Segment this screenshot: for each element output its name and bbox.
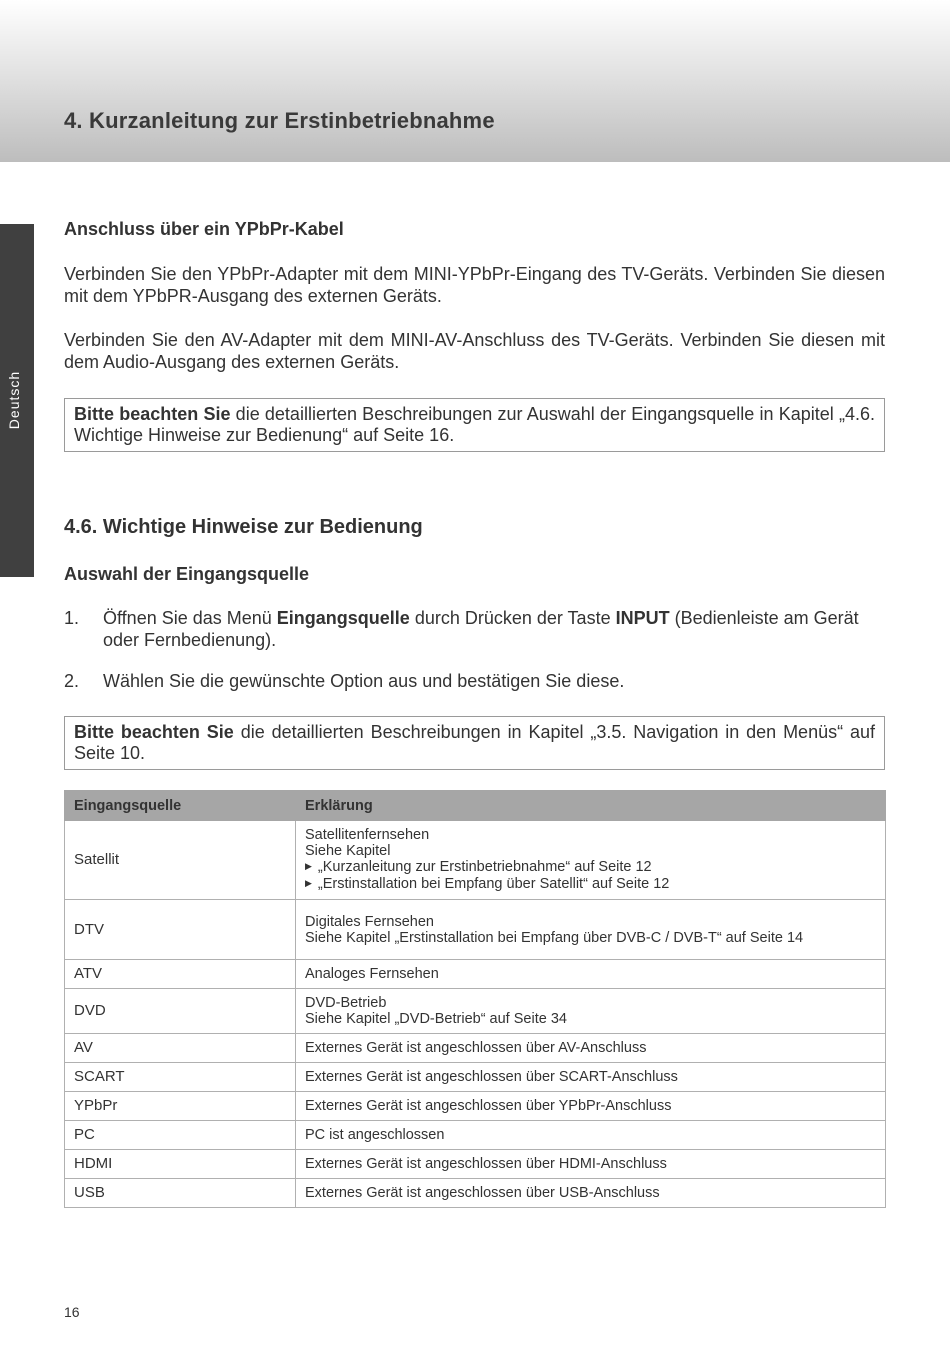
table-cell-explanation: DVD-Betrieb Siehe Kapitel „DVD-Betrieb“ auf Seite 34 bbox=[296, 989, 886, 1034]
table-cell-source: ATV bbox=[65, 960, 296, 989]
note-text: die detaillierten Beschreibungen in Kapitel „3.5. Navigation in den Menüs“ auf Seite 10. bbox=[74, 722, 875, 763]
table-header-row bbox=[65, 791, 886, 821]
table-cell-explanation: Externes Gerät ist angeschlossen über YPbPr-Anschluss bbox=[296, 1092, 886, 1121]
note-box-input-source bbox=[64, 398, 885, 452]
table-cell-source: AV bbox=[65, 1034, 296, 1063]
table-cell-explanation: Externes Gerät ist angeschlossen über HDMI-Anschluss bbox=[296, 1150, 886, 1179]
operation-heading: 4.6. Wichtige Hinweise zur Bedienung bbox=[64, 516, 423, 538]
ypbpr-paragraph: Verbinden Sie den YPbPr-Adapter mit dem MINI-YPbPr-Eingang des TV-Geräts. Verbinden Sie diesen mit dem YPbPR-Ausgang des externen Geräts. bbox=[64, 264, 885, 306]
page-header bbox=[0, 0, 950, 162]
page-number: 16 bbox=[64, 1304, 80, 1320]
table-cell-explanation: Analoges Fernsehen bbox=[296, 960, 886, 989]
table-row bbox=[65, 821, 886, 900]
table-cell-source: DTV bbox=[65, 900, 296, 960]
language-side-tab bbox=[0, 224, 34, 577]
table-cell-source: SCART bbox=[65, 1063, 296, 1092]
table-cell-source: USB bbox=[65, 1179, 296, 1208]
table-cell-source: Satellit bbox=[65, 821, 296, 900]
table-cell-source: PC bbox=[65, 1121, 296, 1150]
note-bold-label: Bitte beachten Sie bbox=[74, 404, 231, 424]
subheading-input-source bbox=[64, 564, 885, 585]
table-cell-source: HDMI bbox=[65, 1150, 296, 1179]
note-bold-label: Bitte beachten Sie bbox=[74, 722, 234, 742]
list-number: 1. bbox=[64, 608, 80, 628]
page-title: 4. Kurzanleitung zur Erstinbetriebnahme bbox=[64, 108, 495, 133]
input-source-table bbox=[64, 790, 886, 1208]
table-cell-explanation: PC ist angeschlossen bbox=[296, 1121, 886, 1150]
table-cell-source: DVD bbox=[65, 989, 296, 1034]
table-row bbox=[65, 1150, 886, 1179]
column-header-explanation: Erklärung bbox=[296, 791, 886, 821]
input-source-subheading: Auswahl der Eingangsquelle bbox=[64, 564, 310, 584]
note-box-navigation bbox=[64, 716, 885, 770]
bullet-item: ▶ „Erstinstallation bei Empfang über Satellit“ auf Seite 12 bbox=[305, 876, 876, 893]
paragraph-av bbox=[64, 329, 885, 373]
table-row bbox=[65, 1063, 886, 1092]
column-header-source: Eingangsquelle bbox=[65, 791, 296, 821]
language-label: Deutsch bbox=[6, 370, 22, 430]
bullet-item: ▶ „Kurzanleitung zur Erstinbetriebnahme“ auf Seite 12 bbox=[305, 859, 876, 876]
table-row bbox=[65, 900, 886, 960]
table-row bbox=[65, 1034, 886, 1063]
list-number: 2. bbox=[64, 671, 80, 691]
table-row bbox=[65, 1092, 886, 1121]
av-paragraph: Verbinden Sie den AV-Adapter mit dem MINI-AV-Anschluss des TV-Geräts. Verbinden Sie diesen mit dem Audio-Ausgang des externen Geräts. bbox=[64, 330, 885, 372]
table-cell-explanation: Externes Gerät ist angeschlossen über USB-Anschluss bbox=[296, 1179, 886, 1208]
table-row bbox=[65, 989, 886, 1034]
table-cell-explanation: Satellitenfernsehen Siehe Kapitel ▶ „Kurzanleitung zur Erstinbetriebnahme“ auf Seite 12 ▶ „Erstinstallation bei Empfang über Satellit“ auf Seite 12 bbox=[296, 821, 886, 900]
table-row bbox=[65, 1121, 886, 1150]
ypbpr-heading: Anschluss über ein YPbPr-Kabel bbox=[64, 219, 344, 239]
note-text: die detaillierten Beschreibungen zur Auswahl der Eingangsquelle in Kapitel „4.6. Wichtige Hinweise zur Bedienung“ auf Seite 16. bbox=[74, 404, 875, 445]
table-cell-explanation: Digitales Fernsehen Siehe Kapitel „Erstinstallation bei Empfang über DVB-C / DVB-T“ auf Seite 14 bbox=[296, 900, 886, 960]
table-row bbox=[65, 960, 886, 989]
list-text: Öffnen Sie das Menü Eingangsquelle durch Drücken der Taste INPUT (Bedienleiste am Gerät oder Fernbedienung). bbox=[103, 608, 859, 650]
section-heading-operation bbox=[64, 516, 885, 539]
table-row bbox=[65, 1179, 886, 1208]
section-heading-ypbpr bbox=[64, 219, 885, 240]
paragraph-ypbpr bbox=[64, 263, 885, 307]
table-cell-explanation: Externes Gerät ist angeschlossen über SCART-Anschluss bbox=[296, 1063, 886, 1092]
list-text: Wählen Sie die gewünschte Option aus und bestätigen Sie diese. bbox=[103, 671, 625, 691]
table-cell-source: YPbPr bbox=[65, 1092, 296, 1121]
table-cell-explanation: Externes Gerät ist angeschlossen über AV-Anschluss bbox=[296, 1034, 886, 1063]
